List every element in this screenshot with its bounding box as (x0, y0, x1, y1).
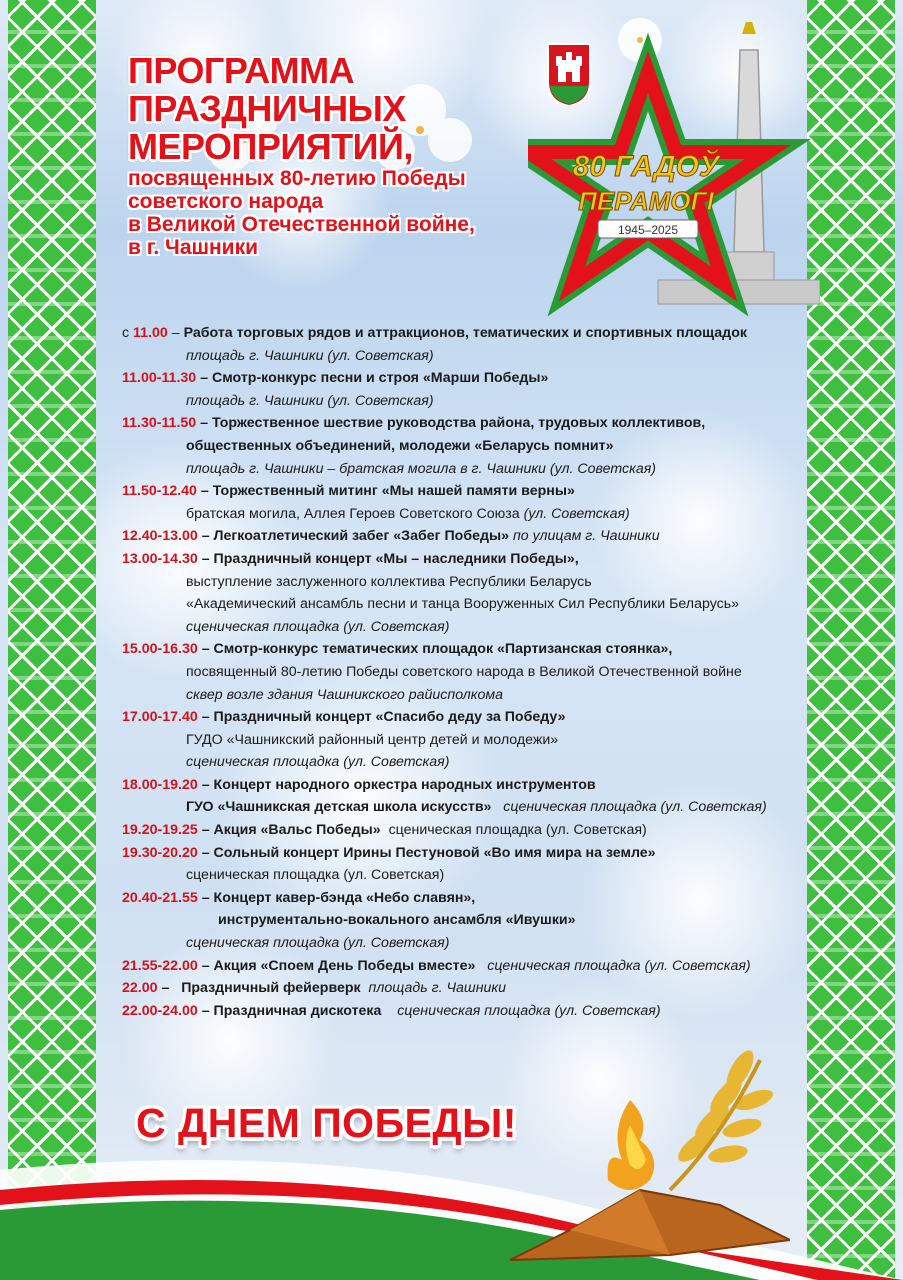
event-detail: братская могила, Аллея Героев Советского Союза (186, 505, 520, 522)
emblem-subtitle: ПЕРАМОГІ (578, 186, 714, 216)
event-title: Праздничный концерт «Спасибо деду за Победу» (213, 709, 566, 726)
event-item (122, 412, 802, 480)
event-time: 17.00-17.40 (122, 709, 198, 726)
event-item (122, 1000, 802, 1023)
event-dash: – (201, 528, 210, 545)
event-time: 12.40-13.00 (122, 528, 198, 545)
event-detail: «Академический ансамбль песни и танца Вооруженных Сил Республики Беларусь» (186, 596, 740, 613)
event-title: Праздничная дискотека (213, 1002, 382, 1019)
event-place: сценическая площадка (ул. Советская) (487, 957, 751, 974)
event-detail: посвященный 80-летию Победы советского народа в Великой Отечественной войне (186, 663, 742, 680)
event-dash: – (201, 844, 210, 861)
event-dash: – (200, 370, 209, 387)
event-item (122, 525, 802, 548)
event-item (122, 322, 802, 367)
event-place: сценическая площадка (ул. Советская) (186, 618, 450, 635)
event-title: Концерт кавер-бэнда «Небо славян», (213, 889, 476, 906)
subtitle-line-2: советского народа (128, 190, 324, 213)
event-title: Торжественное шествие руководства района, трудовых коллективов, (211, 415, 706, 432)
event-dash: – (201, 1002, 210, 1019)
event-time: 11.00 (133, 325, 168, 341)
event-place: сквер возле здания Чашникского райисполкома (186, 686, 503, 703)
title-line-3: МЕРОПРИЯТИЙ, (128, 126, 413, 167)
event-prefix: с (122, 325, 130, 341)
event-dash: – (201, 957, 210, 974)
event-item (122, 367, 802, 412)
event-dash: – (161, 980, 170, 997)
event-time: 19.30-20.20 (122, 844, 198, 861)
subtitle-line-4: в г. Чашники (128, 236, 259, 259)
event-dash: – (200, 415, 209, 432)
event-place: площадь г. Чашники (ул. Советская) (186, 347, 434, 364)
emblem-years: 1945–2025 (617, 223, 679, 237)
emblem-title: 80 ГАДОЎ (572, 150, 720, 183)
event-dash: – (171, 325, 180, 341)
event-dash: – (201, 709, 210, 726)
victory-80-emblem-icon (528, 22, 820, 322)
event-dash: – (201, 550, 210, 567)
event-time: 20.40-21.55 (122, 889, 198, 906)
event-item (122, 548, 802, 638)
event-title: Праздничный фейерверк (181, 980, 361, 997)
subtitle-line-1: посвященных 80-летию Победы (128, 167, 466, 190)
event-title: Смотр-конкурс песни и строя «Марши Победы» (211, 370, 549, 387)
event-title: Работа торговых рядов и аттракционов, тематических и спортивных площадок (183, 325, 747, 341)
event-place: площадь г. Чашники (ул. Советская) (186, 392, 434, 409)
event-time: 11.00-11.30 (122, 370, 197, 387)
event-item (122, 706, 802, 774)
event-time: 11.30-11.50 (122, 415, 197, 432)
event-place: по улицам г. Чашники (512, 528, 660, 545)
event-time: 22.00 (122, 980, 158, 997)
event-item (122, 819, 802, 842)
event-item (122, 842, 802, 887)
event-title: Акция «Вальс Победы» (213, 822, 381, 839)
event-title: Смотр-конкурс тематических площадок «Партизанская стоянка», (213, 641, 673, 658)
event-title-cont: инструментально-вокального ансамбля «Ивушки» (218, 912, 576, 929)
event-dash: – (201, 776, 210, 793)
event-item (122, 774, 802, 819)
event-detail: сценическая площадка (ул. Советская) (388, 822, 647, 839)
event-time: 13.00-14.30 (122, 550, 198, 567)
event-dash: – (201, 889, 210, 906)
event-place: сценическая площадка (ул. Советская) (503, 799, 767, 816)
poster-title (128, 52, 548, 258)
event-title-cont: общественных объединений, молодежи «Беларусь помнит» (186, 437, 614, 454)
event-place: площадь г. Чашники (368, 980, 506, 997)
subtitle-line-3: в Великой Отечественной войне, (128, 213, 475, 236)
event-time: 15.00-16.30 (122, 641, 198, 658)
event-title: Торжественный митинг «Мы нашей памяти верны» (212, 483, 575, 500)
event-detail: сценическая площадка (ул. Советская) (186, 867, 445, 884)
event-place: сценическая площадка (ул. Советская) (397, 1002, 661, 1019)
event-detail: выступление заслуженного коллектива Республики Беларусь (186, 573, 592, 590)
event-program (122, 322, 802, 1022)
event-time: 11.50-12.40 (122, 483, 197, 500)
event-place: сценическая площадка (ул. Советская) (186, 754, 450, 771)
event-title-cont: ГУО «Чашникская детская школа искусств» (186, 799, 492, 816)
title-line-2: ПРАЗДНИЧНЫХ (128, 88, 406, 129)
ornament-border-left (8, 0, 96, 1280)
event-time: 19.20-19.25 (122, 822, 198, 839)
ornament-border-right (807, 0, 895, 1280)
event-detail: ГУДО «Чашникский районный центр детей и молодежи» (186, 731, 559, 748)
event-item (122, 480, 802, 525)
event-title: Легкоатлетический забег «Забег Победы» (213, 528, 509, 545)
event-dash: – (200, 483, 209, 500)
event-item (122, 887, 802, 955)
event-item (122, 955, 802, 978)
event-time: 22.00-24.00 (122, 1002, 198, 1019)
event-time: 21.55-22.00 (122, 957, 198, 974)
event-title: Сольный концерт Ирины Пестуновой «Во имя мира на земле» (213, 844, 656, 861)
event-time: 18.00-19.20 (122, 776, 198, 793)
title-line-1: ПРОГРАММА (128, 50, 355, 91)
event-dash: – (201, 641, 210, 658)
victory-day-greeting: С ДНЕМ ПОБЕДЫ! (136, 1100, 517, 1146)
eternal-flame-icon (490, 1040, 790, 1280)
event-place: площадь г. Чашники – братская могила в г. Чашники (ул. Советская) (186, 460, 657, 477)
event-title: Концерт народного оркестра народных инструментов (213, 776, 596, 793)
event-dash: – (201, 822, 210, 839)
event-title: Акция «Споем День Победы вместе» (213, 957, 476, 974)
event-place: сценическая площадка (ул. Советская) (186, 935, 450, 952)
event-title: Праздничный концерт «Мы – наследники Победы», (213, 550, 579, 567)
event-item (122, 638, 802, 706)
event-item (122, 977, 802, 1000)
event-place: (ул. Советская) (523, 505, 630, 522)
